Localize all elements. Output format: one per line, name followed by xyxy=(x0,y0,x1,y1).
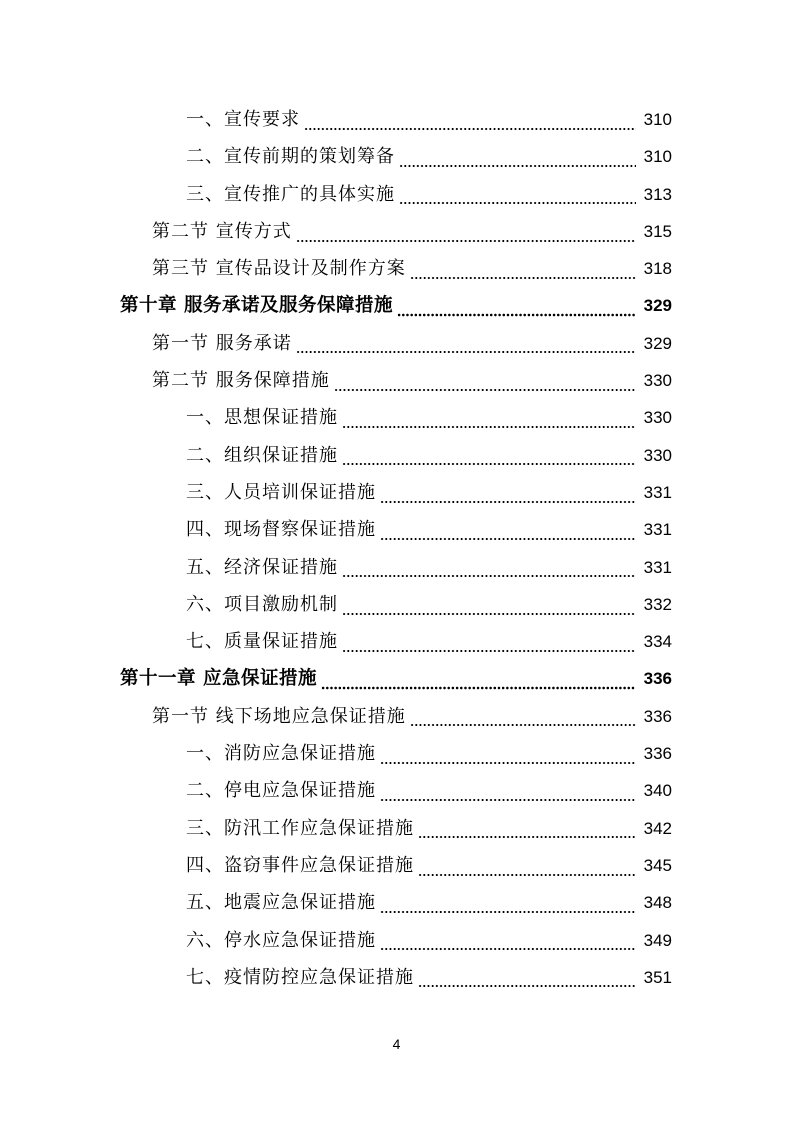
dot-leader xyxy=(418,970,636,988)
dot-leader xyxy=(418,821,636,839)
table-of-contents xyxy=(0,101,793,996)
toc-chapter-title: 第十章 服务承诺及服务保障措施 xyxy=(120,295,393,317)
toc-section[interactable] xyxy=(0,698,793,735)
dot-leader xyxy=(342,411,636,429)
toc-entry-page: 332 xyxy=(643,594,672,614)
toc-entry-title: 六、项目激励机制 xyxy=(186,593,338,615)
toc-entry-page: 330 xyxy=(643,408,672,428)
toc-entry[interactable] xyxy=(0,922,793,959)
toc-entry-page: 336 xyxy=(643,744,672,764)
toc-entry-page: 331 xyxy=(643,482,672,502)
toc-entry[interactable] xyxy=(0,437,793,474)
toc-entry-title: 五、地震应急保证措施 xyxy=(186,892,376,914)
toc-entry-title: 三、宣传推广的具体实施 xyxy=(186,183,395,205)
dot-leader xyxy=(380,896,636,914)
toc-section[interactable] xyxy=(0,362,793,399)
toc-chapter-page: 336 xyxy=(643,669,672,689)
toc-entry-page: 345 xyxy=(643,855,672,875)
toc-section[interactable] xyxy=(0,325,793,362)
toc-entry[interactable] xyxy=(0,474,793,511)
dot-leader xyxy=(418,859,636,877)
dot-leader xyxy=(321,672,636,690)
dot-leader xyxy=(399,150,636,168)
dot-leader xyxy=(399,187,636,205)
toc-entry[interactable] xyxy=(0,101,793,138)
toc-entry[interactable] xyxy=(0,138,793,175)
toc-entry-title: 三、人员培训保证措施 xyxy=(186,481,376,503)
toc-section[interactable] xyxy=(0,213,793,250)
toc-entry-page: 349 xyxy=(643,930,672,950)
toc-entry[interactable] xyxy=(0,549,793,586)
toc-entry[interactable] xyxy=(0,847,793,884)
toc-section-page: 330 xyxy=(643,371,672,391)
dot-leader xyxy=(334,374,636,392)
toc-chapter-page: 329 xyxy=(643,296,672,316)
toc-entry-page: 313 xyxy=(643,184,672,204)
toc-chapter[interactable] xyxy=(0,287,793,324)
toc-entry-page: 331 xyxy=(643,520,672,540)
toc-entry[interactable] xyxy=(0,959,793,996)
toc-entry-page: 340 xyxy=(643,781,672,801)
toc-section-title: 第二节 宣传方式 xyxy=(152,220,292,242)
toc-entry-title: 七、质量保证措施 xyxy=(186,631,338,653)
toc-entry-page: 334 xyxy=(643,632,672,652)
toc-chapter[interactable] xyxy=(0,660,793,697)
page-number: 4 xyxy=(392,1036,401,1052)
toc-entry-title: 五、经济保证措施 xyxy=(186,556,338,578)
toc-entry[interactable] xyxy=(0,623,793,660)
toc-entry-title: 三、防汛工作应急保证措施 xyxy=(186,817,414,839)
toc-entry-page: 342 xyxy=(643,818,672,838)
toc-section-title: 第一节 线下场地应急保证措施 xyxy=(152,705,406,727)
dot-leader xyxy=(380,523,636,541)
dot-leader xyxy=(380,486,636,504)
toc-entry[interactable] xyxy=(0,810,793,847)
toc-section-title: 第二节 服务保障措施 xyxy=(152,370,330,392)
dot-leader xyxy=(397,299,636,317)
dot-leader xyxy=(410,709,636,727)
toc-entry[interactable] xyxy=(0,772,793,809)
dot-leader xyxy=(410,262,636,280)
toc-entry-title: 四、现场督察保证措施 xyxy=(186,519,376,541)
toc-entry-page: 330 xyxy=(643,445,672,465)
toc-entry-title: 二、组织保证措施 xyxy=(186,444,338,466)
toc-entry[interactable] xyxy=(0,735,793,772)
toc-entry-title: 一、思想保证措施 xyxy=(186,407,338,429)
toc-entry[interactable] xyxy=(0,399,793,436)
dot-leader xyxy=(296,225,636,243)
toc-entry-title: 二、停电应急保证措施 xyxy=(186,780,376,802)
toc-entry-page: 351 xyxy=(643,967,672,987)
dot-leader xyxy=(342,635,636,653)
toc-entry-page: 310 xyxy=(643,147,672,167)
toc-entry-title: 六、停水应急保证措施 xyxy=(186,929,376,951)
dot-leader xyxy=(342,598,636,616)
toc-chapter-title: 第十一章 应急保证措施 xyxy=(120,668,317,690)
toc-entry-title: 七、疫情防控应急保证措施 xyxy=(186,966,414,988)
toc-entry-page: 331 xyxy=(643,557,672,577)
toc-section-title: 第三节 宣传品设计及制作方案 xyxy=(152,258,406,280)
dot-leader xyxy=(380,747,636,765)
toc-entry[interactable] xyxy=(0,511,793,548)
dot-leader xyxy=(304,113,636,131)
toc-entry-title: 四、盗窃事件应急保证措施 xyxy=(186,854,414,876)
toc-section-page: 329 xyxy=(643,333,672,353)
toc-entry-title: 一、宣传要求 xyxy=(186,109,300,130)
dot-leader xyxy=(296,336,636,354)
dot-leader xyxy=(380,784,636,802)
toc-entry[interactable] xyxy=(0,176,793,213)
toc-entry-page: 310 xyxy=(643,110,672,129)
dot-leader xyxy=(380,933,636,951)
toc-entry[interactable] xyxy=(0,586,793,623)
toc-section-title: 第一节 服务承诺 xyxy=(152,332,292,354)
dot-leader xyxy=(342,448,636,466)
toc-section-page: 318 xyxy=(643,259,672,279)
toc-entry-title: 二、宣传前期的策划筹备 xyxy=(186,146,395,168)
toc-section-page: 336 xyxy=(643,706,672,726)
toc-entry-page: 348 xyxy=(643,893,672,913)
toc-section-page: 315 xyxy=(643,221,672,241)
toc-section[interactable] xyxy=(0,250,793,287)
dot-leader xyxy=(342,560,636,578)
toc-entry[interactable] xyxy=(0,884,793,921)
toc-entry-title: 一、消防应急保证措施 xyxy=(186,743,376,765)
